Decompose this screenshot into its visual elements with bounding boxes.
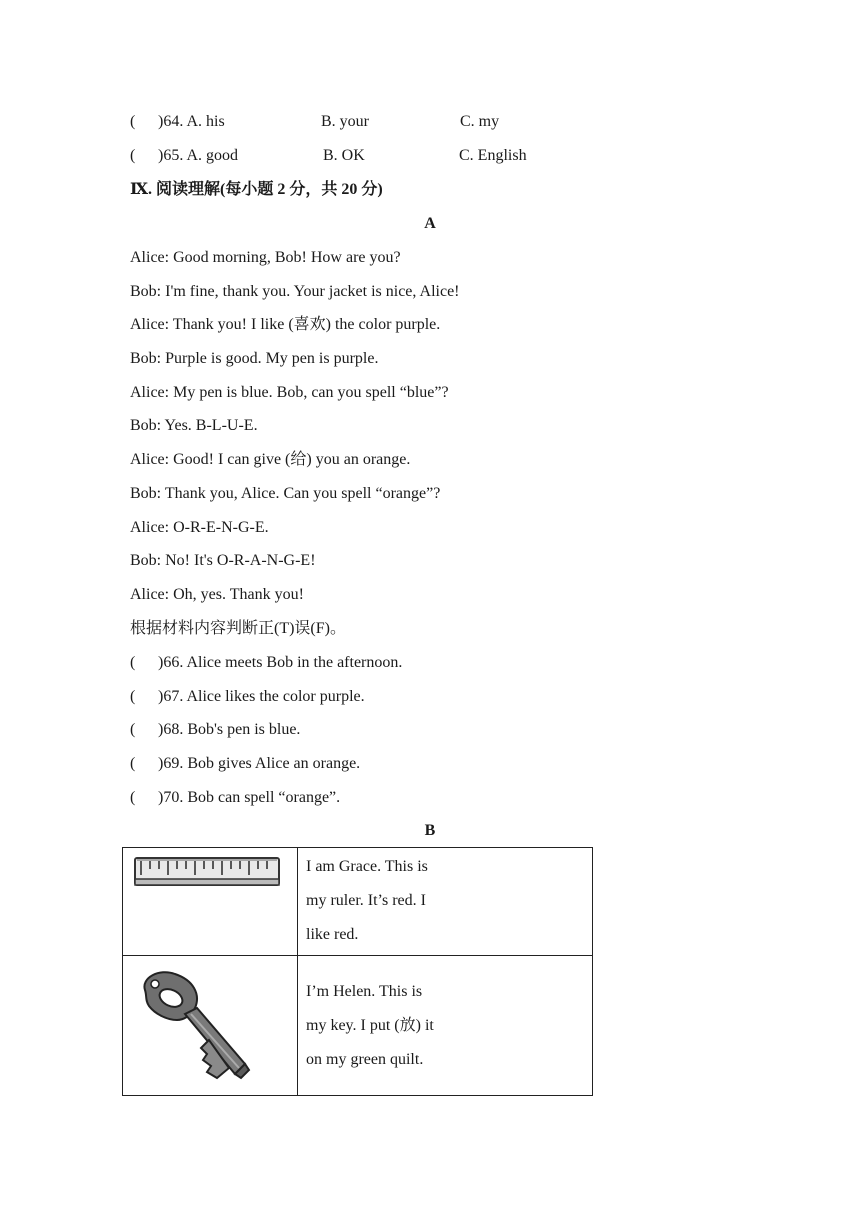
answer-paren: (: [130, 147, 136, 164]
section-title: Ⅸ. 阅读理解(每小题 2 分，共 20 分): [130, 181, 383, 198]
dialogue-line: Bob: Yes. B-L-U-E.: [130, 417, 258, 434]
option-b: B. your: [321, 113, 369, 130]
cell-text-line: my key. I put (放) it: [306, 1017, 434, 1034]
dialogue-line: Bob: No! It's O-R-A-N-G-E!: [130, 552, 316, 569]
option-a: )64. A. his: [158, 113, 225, 130]
option-a: )65. A. good: [158, 147, 238, 164]
table-row: [123, 956, 593, 1096]
question-69: [130, 754, 360, 774]
cell-text-line: I am Grace. This is: [306, 858, 428, 875]
question-68: [130, 720, 300, 740]
dialogue-line: Bob: Thank you, Alice. Can you spell “orange”?: [130, 485, 441, 502]
cell-text-line: on my green quilt.: [306, 1051, 424, 1068]
question-text: )70. Bob can spell “orange”.: [158, 789, 341, 806]
question-70: [130, 788, 340, 808]
text-cell: [298, 848, 593, 956]
dialogue-line: Alice: Thank you! I like (喜欢) the color purple.: [130, 316, 441, 333]
dialogue-line: Alice: Good morning, Bob! How are you?: [130, 249, 401, 266]
dialogue-line: Bob: Purple is good. My pen is purple.: [130, 350, 379, 367]
instruction: 根据材料内容判断正(T)误(F)。: [130, 620, 346, 637]
passage-b-label: B: [424, 822, 436, 839]
passage-a-label: A: [424, 215, 436, 232]
image-cell: [123, 848, 298, 956]
option-c: C. English: [459, 147, 527, 164]
key-icon: [123, 956, 297, 1090]
answer-paren: (: [130, 654, 136, 671]
dialogue-line: Alice: My pen is blue. Bob, can you spell “blue”?: [130, 384, 449, 401]
answer-paren: (: [130, 755, 136, 772]
passage-b-table: [122, 847, 593, 1096]
answer-paren: (: [130, 113, 136, 130]
ruler-icon: [123, 848, 297, 950]
dialogue-line: Bob: I'm fine, thank you. Your jacket is nice, Alice!: [130, 283, 460, 300]
table-row: [123, 848, 593, 956]
answer-paren: (: [130, 721, 136, 738]
question-text: )67. Alice likes the color purple.: [158, 688, 365, 705]
text-cell: [298, 956, 593, 1096]
dialogue-line: Alice: Good! I can give (给) you an orange.: [130, 451, 411, 468]
answer-paren: (: [130, 789, 136, 806]
option-c: C. my: [460, 113, 500, 130]
image-cell: [123, 956, 298, 1096]
cell-text-line: my ruler. It’s red. I: [306, 892, 426, 909]
cloze-option-row-65: [130, 146, 238, 166]
answer-paren: (: [130, 688, 136, 705]
cell-text-line: like red.: [306, 926, 359, 943]
cell-text-line: I’m Helen. This is: [306, 983, 423, 1000]
dialogue-line: Alice: O-R-E-N-G-E.: [130, 519, 269, 536]
option-b: B. OK: [323, 147, 365, 164]
question-text: )68. Bob's pen is blue.: [158, 721, 301, 738]
question-66: [130, 653, 402, 673]
question-text: )66. Alice meets Bob in the afternoon.: [158, 654, 403, 671]
dialogue-line: Alice: Oh, yes. Thank you!: [130, 586, 304, 603]
question-text: )69. Bob gives Alice an orange.: [158, 755, 361, 772]
cloze-option-row-64: [130, 112, 225, 132]
question-67: [130, 687, 365, 707]
